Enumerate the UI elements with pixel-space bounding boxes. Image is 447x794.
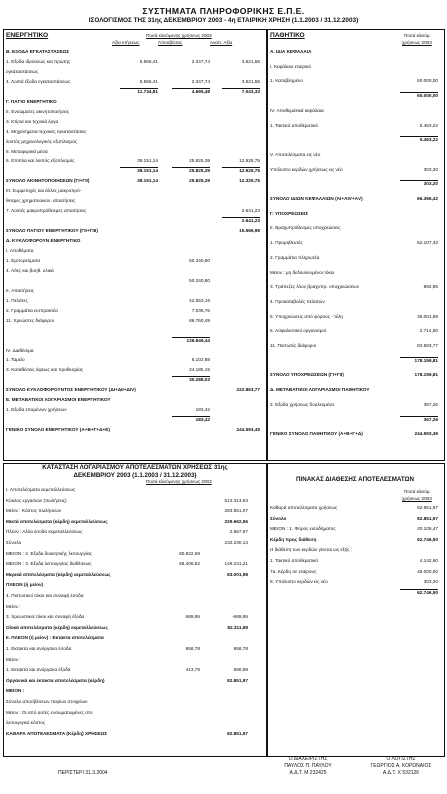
distribution-label: ΜΕΙΟΝ : 1. Φόρος εισοδήματος: [270, 526, 336, 532]
liability-row: [270, 210, 440, 217]
income-amount: 232.230,13: [224, 540, 248, 545]
asset-row: [6, 386, 262, 393]
liability-row: [270, 254, 440, 261]
asset-row: [6, 98, 262, 105]
asset-depreciation: 2.347,74: [191, 58, 210, 64]
distribution-label: 1. Τακτικό αποθεματικό: [270, 558, 318, 563]
asset-depreciation: 7.036,76: [191, 307, 210, 313]
asset-row: [6, 396, 262, 403]
asset-net: 12.325,75: [239, 178, 260, 184]
liability-row: [270, 224, 440, 231]
liability-row: [270, 327, 440, 334]
income-label: Ολικά αποτελέσματα (κέρδη) εκμεταλλεύσεως: [6, 624, 108, 630]
income-partial: 80.822,69: [179, 550, 200, 556]
document-header: [0, 6, 447, 24]
income-row: [6, 719, 262, 726]
asset-label: Ε. ΜΕΤΑΒΑΤΙΚΟΙ ΛΟΓΑΡΙΑΣΜΟΙ ΕΝΕΡΓΗΤΙΚΟΥ: [6, 397, 111, 403]
assets-col-cost: Αξία κτήσεως: [112, 40, 140, 45]
asset-row: [6, 148, 262, 155]
asset-label: λοιπός μηχανολογικός εξοπλισμός: [6, 138, 77, 144]
income-row: [6, 592, 262, 599]
liability-row: [270, 430, 440, 437]
asset-label: II. Απαιτήσεις: [6, 287, 34, 293]
distribution-row: [270, 536, 440, 543]
income-label: II. ΠΛΕΟΝ (ή μείον) : Εκτακτα αποτελέσματα: [6, 635, 104, 641]
liability-amount: 83.583,77: [417, 343, 438, 348]
income-row: [6, 518, 262, 525]
liability-label: 6. Ασφαλιστικοί οργανισμοί: [270, 328, 327, 334]
asset-label: 3. Κτίρια και τεχνικά έργα: [6, 118, 59, 124]
income-amount: 283.651,07: [224, 508, 248, 514]
liability-amount: 892,95: [423, 284, 438, 290]
asset-row: [6, 207, 262, 214]
liability-row: [270, 357, 440, 364]
distribution-row: [270, 578, 440, 585]
asset-row: [6, 118, 262, 125]
asset-row: [6, 307, 262, 314]
income-label: Μείον : Οι από αυτές ενσωματωμένες στο: [6, 709, 93, 715]
asset-net: 3.521,65: [241, 78, 260, 84]
asset-row: [6, 167, 262, 174]
liability-label: 1. Προμηθευτές: [270, 240, 303, 246]
income-row: [6, 656, 262, 663]
asset-depreciation: 50.340,80: [189, 257, 210, 263]
income-label: ΚΑΘΑΡΑ ΑΠΟΤΕΛΕΣΜΑΤΑ (Κέρδη) ΧΡΗΣΕΩΣ: [6, 730, 108, 736]
asset-row: [6, 157, 262, 164]
asset-row: [6, 58, 262, 65]
asset-cost: 38.151,14: [137, 178, 158, 184]
asset-row: [6, 376, 262, 383]
asset-net: 244.593,49: [236, 427, 260, 433]
distribution-amount: 82.851,97: [417, 515, 438, 521]
liability-row: [270, 416, 440, 423]
asset-net: 7.043,33: [241, 88, 260, 94]
balance-sheet-title: ΙΣΟΛΟΓΙΣΜΟΣ ΤΗΣ 31ης ΔΕΚΕΜΒΡΙΟΥ 2003 - 4η ΕΤΑΙΡΙΚΗ ΧΡΗΣΗ (1.1.2003 / 31.12.2003): [88, 17, 359, 24]
income-row: [6, 645, 262, 652]
income-amount: 82.851,97: [227, 677, 248, 683]
income-amount: 229.662,56: [224, 518, 248, 524]
asset-row: [6, 347, 262, 354]
liability-label: Μείον : μη δεδουλευμένοι τόκοι: [270, 269, 335, 275]
asset-cost: 5.566,41: [139, 78, 158, 84]
income-label: ΜΕΙΟΝ :: [6, 688, 25, 694]
liability-amount: 60.000,00: [417, 78, 438, 84]
asset-row: [6, 128, 262, 135]
liabilities-col-year: χρήσεως 2003: [402, 40, 432, 45]
income-label: ΜΕΙΟΝ : 2. Εξοδα διοικητικής λειτουργίας: [6, 550, 92, 556]
asset-row: [6, 426, 262, 433]
liability-label: II. Βραχυπρόθεσμες υποχρεώσεις: [270, 225, 341, 231]
income-label: 1. Εκτακτα και ανόργανα έξοδα: [6, 667, 71, 673]
income-amount: 83.001,98: [227, 571, 248, 577]
liability-row: [270, 401, 440, 408]
asset-net: 15.566,98: [239, 228, 260, 234]
asset-cost: 38.151,14: [137, 158, 158, 164]
accountant-id: Α.Δ.Τ. Χ 532126: [382, 770, 420, 776]
asset-row: [6, 88, 262, 95]
accountant-role: Ο ΛΟΓΙΣΤΗΣ: [386, 756, 416, 762]
asset-label: 11. Χρεώστες διάφοροι: [6, 317, 54, 323]
asset-label: IV. Διαθέσιμα: [6, 347, 34, 353]
distribution-row: [270, 546, 440, 553]
liability-row: [270, 122, 440, 129]
asset-depreciation: 24.185,15: [189, 367, 210, 373]
income-row: [6, 698, 262, 705]
asset-label: ΓΕΝΙΚΟ ΣΥΝΟΛΟ ΕΝΕΡΓΗΤΙΚΟΥ (Α+Β+Γ+Δ+Ε): [6, 427, 110, 433]
income-col: Ποσά κλειόμενης χρήσεως 2003: [146, 479, 212, 484]
liability-label: Υπόλοιπο κερδών χρήσεως εις νέο: [270, 166, 343, 172]
income-amount: -689,95: [232, 614, 248, 620]
assets-col-net: Αναπ. Αξία: [210, 40, 233, 45]
income-label: Μείον : Κόστος πωλήσεων: [6, 508, 62, 514]
income-row: [6, 666, 262, 673]
asset-label: II. Ενσώματες ακινητοποιήσεις: [6, 108, 70, 114]
income-label: Σύνολο αποσβέσεων παγίων στοιχείων: [6, 699, 88, 704]
distribution-label: Κέρδη προς διάθεση: [270, 536, 317, 542]
liability-label: 2. Γραμμάτια πληρωτέα: [270, 254, 320, 260]
income-label: ΠΛΕΟΝ (ή μείον): [6, 582, 44, 588]
income-label: Πλέον : Αλλα έσοδα εκμεταλλεύσεως: [6, 529, 83, 535]
distribution-amount: 4.142,60: [419, 558, 438, 563]
asset-row: [6, 217, 262, 224]
asset-net: 12.925,75: [239, 168, 260, 174]
distribution-row: [270, 568, 440, 575]
income-partial: 958,78: [185, 646, 200, 651]
liability-row: [270, 92, 440, 99]
liability-row: [270, 269, 440, 276]
asset-row: [6, 187, 262, 194]
income-amount: 149.231,21: [224, 561, 248, 567]
asset-depreciation: 86.760,49: [189, 317, 210, 323]
asset-row: [6, 138, 262, 145]
income-label: I. Αποτελέσματα εκμεταλλεύσεως: [6, 487, 76, 492]
distribution-row: [270, 515, 440, 522]
asset-depreciation: 136.849,44: [186, 337, 210, 343]
income-row: [6, 581, 262, 588]
income-label: Μείον :: [6, 603, 21, 609]
liability-label: ΣΥΝΟΛΟ ΥΠΟΧΡΕΩΣΕΩΝ (ΓΙ+ΓΙΙ): [270, 372, 344, 378]
administrator-role: Ο ΔΙΑΧΕΙΡΙΣΤΗΣ: [288, 756, 328, 762]
income-row: [6, 497, 262, 504]
asset-depreciation: 2.347,74: [191, 78, 210, 84]
asset-depreciation: 50.340,80: [189, 277, 210, 283]
asset-depreciation: 183,42: [195, 407, 210, 413]
asset-depreciation: 30.288,03: [189, 377, 210, 383]
distribution-label: Σύνολο: [270, 515, 287, 521]
liability-label: Γ. ΥΠΟΧΡΕΩΣΕΙΣ: [270, 210, 309, 216]
distribution-amount: 20.105,47: [417, 526, 438, 532]
liability-amount: 60.000,00: [417, 93, 438, 99]
liability-row: [270, 195, 440, 202]
asset-label: ΣΥΝΟΛΟ ΠΑΓΙΟΥ ΕΝΕΡΓΗΤΙΚΟΥ (ΓΙΙ+ΓΙΙΙ): [6, 228, 98, 234]
asset-row: [6, 197, 262, 204]
income-partial: 689,95: [185, 614, 200, 620]
income-row: [6, 613, 262, 620]
income-amount: 596,99: [233, 667, 248, 673]
income-amount: 82.311,98: [227, 624, 248, 630]
liability-label: 1. Τακτικό αποθεματικό: [270, 122, 318, 128]
asset-label: 1. Εξοδα επομένων χρήσεων: [6, 407, 67, 413]
asset-row: [6, 108, 262, 115]
income-row: [6, 677, 262, 684]
asset-net: 222.863,77: [236, 387, 260, 393]
asset-depreciation: 25.825,39: [189, 158, 210, 164]
income-row: [6, 486, 262, 493]
distribution-amount: 303,20: [423, 579, 438, 585]
liability-amount: 5.463,22: [419, 137, 438, 143]
liability-amount: 66.366,42: [417, 196, 438, 201]
liability-row: [270, 63, 440, 70]
income-row: [6, 571, 262, 578]
income-row: [6, 528, 262, 535]
asset-net: 2.641,23: [241, 208, 260, 214]
income-title: ΚΑΤΑΣΤΑΣΗ ΛΟΓΑΡΙΑΣΜΟΥ ΑΠΟΤΕΛΕΣΜΑΤΩΝ ΧΡΗΣΕΩΣ 31ης ΔΕΚΕΜΒΡΙΟΥ 2003 (1.1.2003 / 31.12.2003): [42, 464, 228, 479]
income-label: 4. Πιστωτικοί τόκοι και συναφή έσοδα: [6, 593, 84, 598]
administrator-name: ΠΑΥΛΟΣ Π. ΠΑΥΛΟΥ: [284, 763, 332, 769]
distribution-row: [270, 557, 440, 564]
income-amount: 958,78: [233, 646, 248, 651]
liability-amount: 367,26: [423, 401, 438, 407]
asset-row: [6, 267, 262, 274]
liability-label: 11. Πιστωτές διάφοροι: [270, 343, 316, 348]
income-amount: 513.313,63: [224, 497, 248, 503]
asset-label: Δ. ΚΥΚΛΟΦΟΡΟΥΝ ΕΝΕΡΓΗΤΙΚΟ: [6, 238, 81, 244]
liability-row: [270, 298, 440, 305]
income-row: [6, 687, 262, 694]
income-row: [6, 634, 262, 641]
liability-row: [270, 283, 440, 290]
asset-depreciation: 25.825,39: [189, 168, 210, 174]
income-label: 1. Εκτακτα και ανόργανα έσοδα: [6, 646, 72, 651]
asset-label: θεσμες χρηματοοικον. απαιτήσεις: [6, 198, 76, 204]
asset-depreciation: 6.102,88: [191, 357, 210, 363]
income-row: [6, 560, 262, 567]
asset-label: 2. Γραμμάτια εισπρακτέα: [6, 307, 58, 313]
asset-label: 1. Ταμείο: [6, 357, 25, 363]
asset-row: [6, 78, 262, 85]
asset-row: [6, 366, 262, 373]
liabilities-col-group: Ποσά κλειόμ.: [404, 33, 431, 38]
income-row: [6, 507, 262, 514]
liability-row: [270, 136, 440, 143]
liability-amount: 5.463,22: [419, 122, 438, 128]
asset-row: [6, 416, 262, 423]
asset-row: [6, 337, 262, 344]
asset-label: III. Συμμετοχές και άλλες μακροπρό-: [6, 188, 82, 194]
liability-row: [270, 371, 440, 378]
asset-net: 12.925,75: [239, 158, 260, 164]
asset-label: 6. Επιπλα και λοιπός εξοπλισμός: [6, 158, 75, 164]
income-label: Σύνολο: [6, 540, 22, 545]
asset-row: [6, 48, 262, 55]
liability-amount: 178.159,81: [414, 357, 438, 363]
income-row: [6, 730, 262, 737]
asset-row: [6, 257, 262, 264]
liability-amount: 244.593,49: [414, 431, 438, 437]
asset-label: 7. Λοιπές μακροπρόθεσμες απαιτήσεις: [6, 208, 87, 214]
income-amount: 82.851,97: [227, 730, 248, 736]
distribution-amount: 62.746,50: [417, 589, 438, 595]
asset-label: 1. Εμπορεύματα: [6, 257, 41, 263]
administrator-id: Α.Δ.Τ. Μ 232425: [289, 770, 327, 776]
distribution-row: [270, 504, 440, 511]
asset-label: 1. Εξοδα ιδρύσεως και πρώτης: [6, 58, 71, 64]
place-date: ΠΕΡΙΣΤΕΡΙ 31.3.2004: [58, 770, 108, 776]
asset-row: [6, 277, 262, 284]
liability-amount: 2.714,60: [419, 328, 438, 334]
income-label: Κύκλος εργασιών (πωλήσεις): [6, 497, 67, 503]
liability-label: Δ. ΜΕΤΑΒΑΤΙΚΟΙ ΛΟΓΑΡΙΑΣΜΟΙ ΠΑΘΗΤΙΚΟΥ: [270, 387, 370, 393]
asset-label: 4. Α/Ιες και βοηθ. υλικά: [6, 267, 54, 273]
liability-row: [270, 386, 440, 393]
asset-depreciation: 4.695,48: [191, 88, 210, 94]
asset-cost: 38.151,14: [137, 168, 158, 174]
asset-cost: 5.566,41: [139, 58, 158, 64]
assets-title: ΕΝΕΡΓΗΤΙΚΟ: [6, 32, 49, 39]
distribution-amount: 62.746,50: [417, 536, 438, 542]
accountant-name: ΓΕΩΡΓΙΟΣ Α. ΚΟΡΩΝΑΙΟΣ: [370, 763, 432, 769]
asset-row: [6, 317, 262, 324]
distribution-title: ΠΙΝΑΚΑΣ ΔΙΑΘΕΣΗΣ ΑΠΟΤΕΛΕΣΜΑΤΩΝ: [296, 476, 414, 483]
asset-row: [6, 227, 262, 234]
asset-row: [6, 237, 262, 244]
liability-row: [270, 151, 440, 158]
asset-row: [6, 297, 262, 304]
asset-label: εγκαταστάσεως: [6, 68, 39, 74]
liability-row: [270, 239, 440, 246]
assets-col-group: Ποσά κλειόμενης χρήσεως 2003: [146, 33, 212, 38]
liability-amount: 52.107,32: [417, 240, 438, 246]
asset-row: [6, 356, 262, 363]
income-partial: 68.408,52: [179, 561, 200, 567]
asset-label: 3. Καταθέσεις όψεως και προθεσμίας: [6, 367, 84, 373]
asset-row: [6, 177, 262, 184]
distribution-row: [270, 525, 440, 532]
liability-row: [270, 166, 440, 173]
income-label: 3. Χρεωστικοί τόκοι και συναφή έξοδα: [6, 614, 85, 620]
liability-label: IV. Αποθεματικά κεφάλαια: [270, 107, 324, 113]
asset-row: [6, 406, 262, 413]
assets-col-depreciation: Αποσβέσεις: [158, 40, 183, 45]
asset-row: [6, 247, 262, 254]
income-amount: 2.567,57: [229, 529, 248, 535]
asset-label: I. Αποθέματα: [6, 248, 34, 253]
asset-net: 3.521,65: [241, 58, 260, 64]
asset-label: 6. Μεταφορικά μέσα: [6, 148, 48, 154]
distribution-amount: 48.000,00: [417, 568, 438, 574]
liability-amount: 303,20: [423, 166, 438, 172]
liability-label: ΣΥΝΟΛΟ ΙΔΙΩΝ ΚΕΦΑΛΑΙΩΝ (ΑΙ+ΑΙV+ΑV): [270, 196, 363, 201]
income-row: [6, 709, 262, 716]
distribution-label: 7α. Κέρδη σε εταίρους: [270, 568, 317, 574]
income-label: Οργανικά και έκτακτα αποτελέσματα (κέρδη): [6, 677, 105, 683]
asset-row: [6, 327, 262, 334]
income-label: λειτουργικό κόστος: [6, 720, 46, 726]
liability-row: [270, 48, 440, 55]
asset-label: 4. Μηχανήματα-τεχνικές εγκαταστάσεις: [6, 128, 87, 134]
liability-label: V. Αποτελέσματα εις νέο: [270, 151, 321, 157]
asset-cost: 11.734,81: [137, 88, 158, 94]
liability-amount: 35.001,89: [417, 313, 438, 319]
income-label: ΜΕΙΟΝ : 3. Εξοδα λειτουργίας διαθέσεως: [6, 561, 92, 567]
liability-label: Α. ΙΔΙΑ ΚΕΦΑΛΑΙΑ: [270, 49, 312, 54]
income-label: Μερικά αποτελέσματα (κέρδη) εκμεταλλεύσεως: [6, 571, 111, 577]
income-row: [6, 539, 262, 546]
liability-label: ΓΕΝΙΚΟ ΣΥΝΟΛΟ ΠΑΘΗΤΙΚΟΥ (Α+Β+Γ+Δ): [270, 431, 363, 437]
liability-amount: 178.159,81: [414, 372, 438, 378]
income-row: [6, 624, 262, 631]
liability-row: [270, 77, 440, 84]
income-label: Μικτά αποτελέσματα (κέρδη) εκμεταλλεύσεως: [6, 518, 108, 524]
liability-label: 1. Καταβλημένο: [270, 78, 303, 84]
distribution-label: 8. Υπόλοιπο κερδών εις νέο: [270, 579, 328, 585]
liability-row: [270, 180, 440, 187]
distribution-col-group: Ποσά κλειόμ.: [404, 489, 431, 494]
liability-label: 4. Προκαταβολές πελατών: [270, 298, 325, 304]
company-name: ΣΥΣΤΗΜΑΤΑ ΠΛΗΡΟΦΟΡΙΚΗΣ Ε.Π.Ε.: [142, 6, 305, 16]
distribution-label: Η διάθεση των κερδών γίνεται ως εξής :: [270, 547, 353, 553]
liability-label: 2. Εξοδα χρήσεως δουλευμένα: [270, 401, 335, 407]
liability-label: 5. Υποχρεώσεις από φόρους - τέλη: [270, 313, 344, 319]
asset-label: 1. Πελάτες: [6, 297, 28, 303]
liability-label: I. Κεφάλαιο εταιρικό: [270, 63, 312, 69]
liability-amount: 367,26: [423, 416, 438, 422]
distribution-label: Καθαρά αποτελέσματα χρήσεως: [270, 505, 338, 510]
distribution-row: [270, 589, 440, 596]
liability-row: [270, 313, 440, 320]
asset-depreciation: 25.825,39: [189, 178, 210, 184]
asset-depreciation: 183,42: [195, 417, 210, 423]
liability-label: 3. Τράπεζες λ/ων βραχυπρ. υποχρεώσεων: [270, 284, 360, 290]
asset-label: ΣΥΝΟΛΟ ΚΥΚΛΟΦΟΡΟΥΝΤΟΣ ΕΝΕΡΓΗΤΙΚΟΥ (ΔΙ+ΔΙΙ+ΔΙV): [6, 387, 136, 393]
asset-label: ΣΥΝΟΛΟ ΑΚΙΝΗΤΟΠΟΙΗΣΕΩΝ (ΓΙ+ΓΙΙ): [6, 178, 90, 184]
asset-label: Γ. ΠΑΓΙΟ ΕΝΕΡΓΗΤΙΚΟ: [6, 98, 57, 104]
liabilities-title: ΠΑΘΗΤΙΚΟ: [270, 32, 305, 39]
income-label: Μείον :: [6, 656, 21, 662]
asset-depreciation: 42.553,19: [189, 297, 210, 303]
distribution-amount: 82.851,97: [417, 505, 438, 510]
asset-row: [6, 68, 262, 75]
asset-net: 2.641,23: [241, 218, 260, 224]
asset-label: Β. ΕΞΟΔΑ ΕΓΚΑΤΑΣΤΑΣΕΩΣ: [6, 49, 70, 54]
liability-row: [270, 107, 440, 114]
asset-label: 4. Λοιπά έξοδα εγκαταστάσεως: [6, 78, 71, 84]
income-partial: 413,79: [185, 667, 200, 673]
asset-row: [6, 287, 262, 294]
income-row: [6, 550, 262, 557]
distribution-col-year: χρήσεως 2003: [402, 496, 432, 501]
income-row: [6, 603, 262, 610]
liability-row: [270, 342, 440, 349]
liability-amount: 303,20: [423, 181, 438, 187]
